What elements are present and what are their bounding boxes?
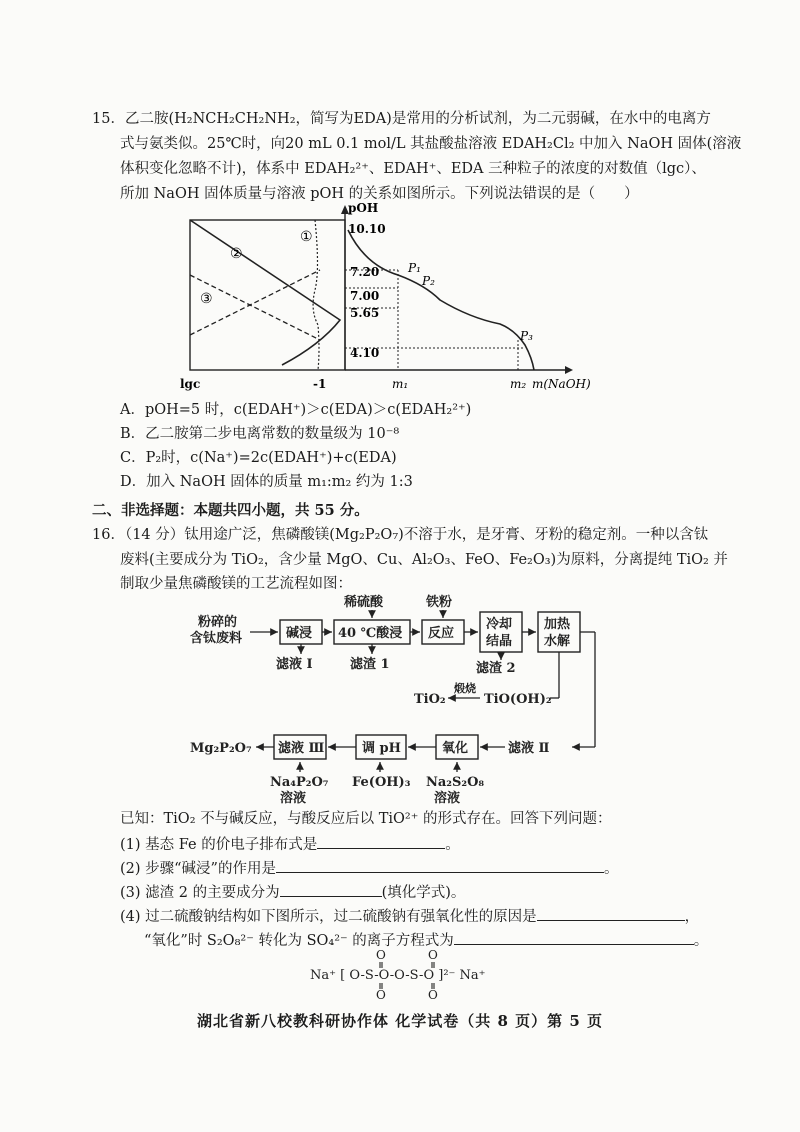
q16-sub3-text-b: (填化学式)。 [381, 885, 466, 901]
flow-tiooh: TiO(OH)₂ [484, 692, 552, 707]
flow-feoh3: Fe(OH)₃ [352, 775, 411, 790]
x-tick-m2: m₂ [510, 377, 527, 391]
flow-iron: 铁粉 [426, 595, 453, 610]
flow-heat1: 加热 [544, 617, 571, 632]
q16-sub2-text: (2) 步骤“碱浸”的作用是 [120, 861, 276, 877]
flow-adjust-ph: 调 pH [362, 741, 401, 756]
flow-filtrate3: 滤液 Ⅲ [278, 741, 325, 756]
curve-label-3: ③ [200, 291, 213, 307]
q16-sub2 [120, 858, 618, 878]
section2-heading: 二、非选择题：本题共四小题，共 55 分。 [92, 502, 369, 519]
flow-na4p2o7-1: Na₄P₂O₇ [270, 775, 329, 790]
q16-line1: 16．（14 分）钛用途广泛，焦磷酸镁(Mg₂P₂O₇)不溶于水，是牙膏、牙粉的稳定剂。一种以含钛 [92, 527, 709, 543]
flow-raw1: 粉碎的 [198, 615, 238, 630]
y-axis-label: pOH [348, 201, 379, 215]
flow-na2s2o8-1: Na₂S₂O₈ [426, 775, 485, 790]
point-p2: P₂ [422, 274, 435, 288]
q15-option-a: A．pOH=5 时，c(EDAH⁺)＞c(EDA)＞c(EDAH₂²⁺) [120, 402, 472, 418]
q16-flowchart [190, 592, 610, 804]
q16-sub3-text-a: (3) 滤渣 2 的主要成分为 [120, 885, 280, 901]
flow-calcine: 煅烧 [454, 682, 476, 695]
x-axis-label: m(NaOH) [532, 377, 591, 391]
q16-sub1 [120, 834, 460, 854]
flow-filtrate2: 滤液 Ⅱ [508, 741, 550, 756]
q16-sub4-text-b: “氧化”时 S₂O₈²⁻ 转化为 SO₄²⁻ 的离子方程式为 [144, 933, 454, 949]
q15-option-b: B．乙二胺第二步电离常数的数量级为 10⁻⁸ [120, 426, 400, 442]
q16-sub2-period: 。 [603, 861, 619, 877]
point-p3: P₃ [520, 329, 533, 343]
flow-cool2: 结晶 [486, 634, 513, 649]
q16-line3: 制取少量焦磷酸镁的工艺流程如图： [120, 576, 352, 592]
q16-line2: 废料(主要成分为 TiO₂，含少量 MgO、Cu、Al₂O₃、FeO、Fe₂O₃)为原料，分离提纯 TiO₂ 并 [120, 552, 728, 568]
flow-na2s2o8-2: 溶液 [434, 791, 461, 804]
flow-na4p2o7-2: 溶液 [280, 791, 307, 804]
q16-known: 已知：TiO₂ 不与碱反应，与酸反应后以 TiO²⁺ 的形式存在。回答下列问题： [120, 811, 612, 827]
curve-label-1: ① [300, 229, 313, 245]
q15-line4: 所加 NaOH 固体质量与溶液 pOH 的关系如图所示。下列说法错误的是（ ） [120, 186, 639, 202]
curve-label-2: ② [230, 246, 243, 262]
curve-3 [190, 275, 320, 340]
svg-text:O: O [428, 948, 438, 962]
q16-sub1-blank[interactable] [317, 834, 445, 849]
q16-sub3 [120, 882, 465, 902]
flow-raw2: 含钛废料 [190, 631, 243, 646]
structure-formula: Na⁺ [ O-S-O-O-S-O ]²⁻ Na⁺ [310, 968, 486, 983]
q16-sub4-blank2[interactable] [454, 930, 694, 945]
curve-1 [313, 220, 319, 370]
y-tick-1010: 10.10 [348, 222, 386, 236]
svg-text:O: O [376, 948, 386, 962]
q15-line3: 体积变化忽略不计)，体系中 EDAH₂²⁺、EDAH⁺、EDA 三种粒子的浓度的对数值（lgc）、 [120, 161, 706, 177]
svg-text:O: O [376, 988, 386, 1002]
q15-line1: 15．乙二胺(H₂NCH₂CH₂NH₂，简写为EDA)是常用的分析试剂，为二元弱碱，在水中的电离方 [92, 111, 711, 127]
q16-sub1-text: (1) 基态 Fe 的价电子排布式是 [120, 837, 318, 853]
q15-option-c: C．P₂时，c(Na⁺)=2c(EDAH⁺)+c(EDA) [120, 450, 397, 466]
flow-alkali: 碱浸 [286, 626, 313, 641]
chart-frame [190, 220, 345, 370]
y-tick-565: 5.65 [350, 306, 380, 320]
x-axis-arrow [565, 366, 573, 374]
q16-sub3-blank[interactable] [280, 882, 382, 897]
y-tick-410: 4.10 [350, 346, 380, 360]
q16-sub2-blank[interactable] [276, 858, 604, 873]
svg-text:O: O [428, 988, 438, 1002]
q16-sub4-line1 [120, 906, 699, 926]
flow-oxidize: 氧化 [442, 741, 469, 756]
x-label-lgc: lgc [180, 377, 201, 391]
point-p1: P₁ [408, 261, 421, 275]
flow-residue1: 滤渣 1 [350, 657, 390, 672]
page-footer: 湖北省新八校教科研协作体 化学试卷（共 8 页）第 5 页 [197, 1012, 603, 1030]
flow-mg2p2o7: Mg₂P₂O₇ [190, 741, 252, 756]
flow-filtrate1: 滤液 I [276, 657, 313, 672]
y-tick-700: 7.00 [350, 289, 380, 303]
q16-sub4-period: 。 [693, 933, 709, 949]
q15-chart [170, 200, 610, 400]
y-tick-720: 7.20 [350, 265, 380, 279]
q15-option-d: D．加入 NaOH 固体的质量 m₁:m₂ 约为 1:3 [120, 474, 413, 490]
flow-tio2: TiO₂ [414, 692, 446, 707]
flow-react: 反应 [428, 626, 455, 641]
q16-sub4-comma: ， [684, 909, 700, 925]
flow-residue2: 滤渣 2 [476, 661, 516, 676]
q15-line2: 式与氨类似。25℃时，向20 mL 0.1 mol/L 其盐酸盐溶液 EDAH₂Cl₂ 中加入 NaOH 固体(溶液 [120, 136, 742, 152]
x-tick-m1: m₁ [392, 377, 409, 391]
q16-sub4-text-a: (4) 过二硫酸钠结构如下图所示，过二硫酸钠有强氧化性的原因是 [120, 909, 537, 925]
flow-dilute-acid: 稀硫酸 [344, 595, 384, 610]
x-tick-neg1: -1 [313, 377, 327, 391]
flow-acid: 40 ℃酸浸 [338, 626, 403, 641]
q16-sub4-blank1[interactable] [537, 906, 685, 921]
peroxodisulfate-structure [310, 946, 510, 1002]
q16-sub1-period: 。 [445, 837, 460, 853]
flow-cool1: 冷却 [486, 617, 513, 632]
flow-heat2: 水解 [544, 634, 571, 649]
